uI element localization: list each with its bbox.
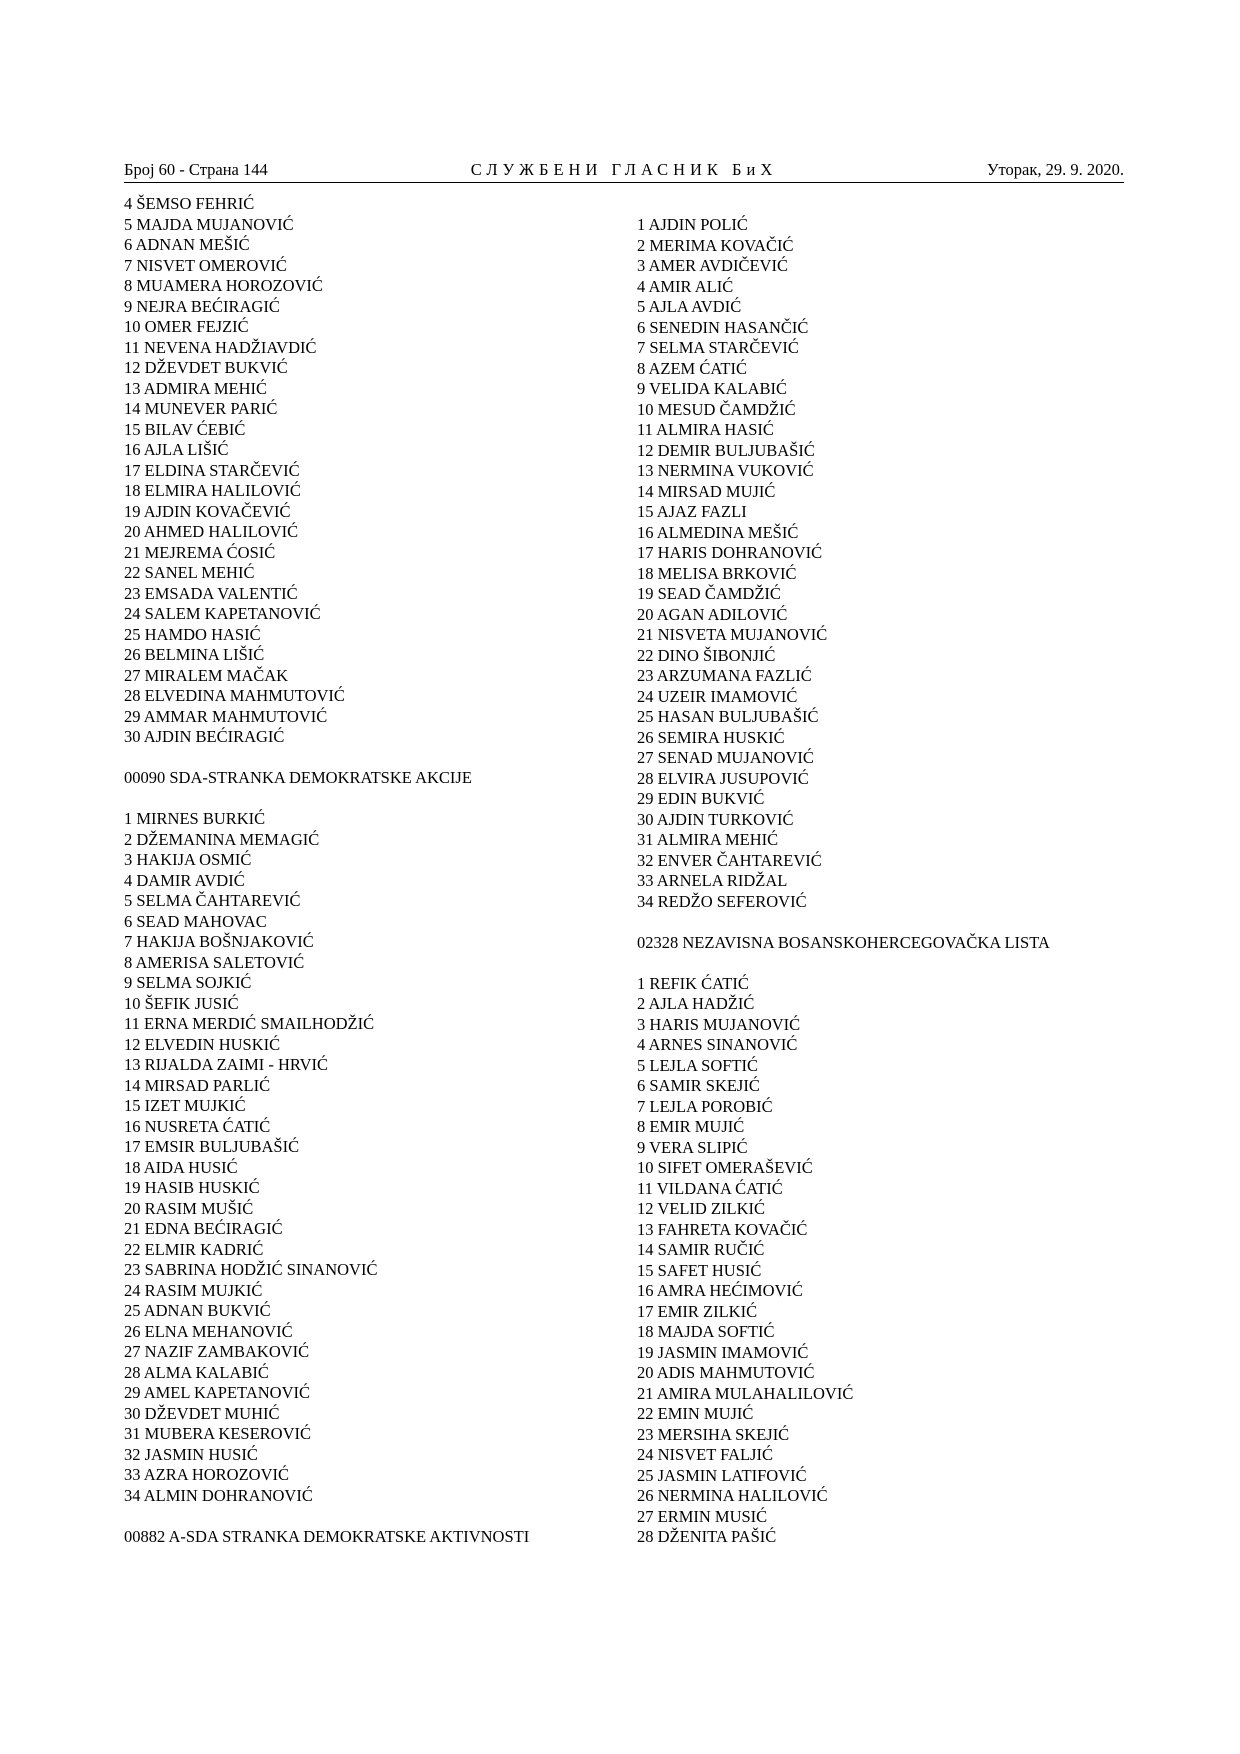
candidate-entry: 6 SAMIR SKEJIĆ xyxy=(637,1076,760,1095)
candidate-entry: 7 NISVET OMEROVIĆ xyxy=(124,255,287,275)
candidate-entry: 21 EDNA BEĆIRAGIĆ xyxy=(124,1219,283,1238)
candidate-entry: 30 AJDIN TURKOVIĆ xyxy=(637,809,794,829)
candidate-entry: 13 ADMIRA MEHIĆ xyxy=(124,378,268,398)
candidate-entry: 15 IZET MUJKIĆ xyxy=(124,1096,246,1115)
candidate-entry: 3 HARIS MUJANOVIĆ xyxy=(637,1014,801,1034)
candidate-entry: 23 ARZUMANA FAZLIĆ xyxy=(637,666,812,685)
candidate-entry: 14 MUNEVER PARIĆ xyxy=(124,399,278,418)
candidate-entry: 26 ELNA MEHANOVIĆ xyxy=(124,1321,293,1341)
candidate-entry: 29 EDIN BUKVIĆ xyxy=(637,789,765,808)
candidate-entry: 11 VILDANA ĆATIĆ xyxy=(637,1178,783,1198)
spacer xyxy=(637,953,1137,974)
party-heading-sda: 00090 SDA-STRANKA DEMOKRATSKE AKCIJE xyxy=(124,768,472,787)
candidate-entry: 32 JASMIN HUSIĆ xyxy=(124,1444,258,1464)
candidate-entry: 20 AHMED HALILOVIĆ xyxy=(124,522,299,541)
candidate-entry: 28 ELVEDINA MAHMUTOVIĆ xyxy=(124,686,345,705)
candidate-entry: 5 AJLA AVDIĆ xyxy=(637,297,742,316)
issue-page-number: Број 60 - Страна 144 xyxy=(124,160,268,179)
candidate-entry: 9 VELIDA KALABIĆ xyxy=(637,379,788,398)
candidate-list xyxy=(124,194,624,748)
candidate-entry: 4 AMIR ALIĆ xyxy=(637,276,734,296)
candidate-entry: 27 NAZIF ZAMBAKOVIĆ xyxy=(124,1342,310,1361)
candidate-entry: 28 ELVIRA JUSUPOVIĆ xyxy=(637,768,809,788)
candidate-entry: 32 ENVER ČAHTAREVIĆ xyxy=(637,850,822,870)
candidate-entry: 9 VERA SLIPIĆ xyxy=(637,1137,748,1157)
candidate-entry: 33 AZRA HOROZOVIĆ xyxy=(124,1465,290,1484)
candidate-entry: 7 HAKIJA BOŠNJAKOVIĆ xyxy=(124,932,314,951)
candidate-entry: 11 ERNA MERDIĆ SMAILHODŽIĆ xyxy=(124,1014,375,1033)
candidate-entry: 26 BELMINA LIŠIĆ xyxy=(124,645,265,664)
candidate-entry: 20 RASIM MUŠIĆ xyxy=(124,1198,254,1218)
candidate-entry: 1 MIRNES BURKIĆ xyxy=(124,809,266,828)
candidate-entry: 31 ALMIRA MEHIĆ xyxy=(637,830,779,849)
candidate-list-sda xyxy=(124,809,624,1506)
candidate-entry: 22 EMIN MUJIĆ xyxy=(637,1404,754,1423)
candidate-entry: 25 HAMDO HASIĆ xyxy=(124,624,261,644)
candidate-entry: 2 AJLA HADŽIĆ xyxy=(637,994,755,1013)
candidate-entry: 27 MIRALEM MAČAK xyxy=(124,665,289,685)
candidate-entry: 16 ALMEDINA MEŠIĆ xyxy=(637,522,799,542)
candidate-list-nbl xyxy=(637,974,1137,1548)
candidate-entry: 1 REFIK ĆATIĆ xyxy=(637,973,749,993)
candidate-entry: 16 AMRA HEĆIMOVIĆ xyxy=(637,1281,803,1300)
spacer xyxy=(124,1506,624,1527)
candidate-entry: 17 EMSIR BULJUBAŠIĆ xyxy=(124,1137,300,1156)
candidate-entry: 17 HARIS DOHRANOVIĆ xyxy=(637,543,823,562)
candidate-entry: 21 AMIRA MULAHALILOVIĆ xyxy=(637,1383,854,1403)
candidate-entry: 34 ALMIN DOHRANOVIĆ xyxy=(124,1485,313,1505)
candidate-entry: 10 SIFET OMERAŠEVIĆ xyxy=(637,1158,813,1177)
candidate-entry: 30 DŽEVDET MUHIĆ xyxy=(124,1403,280,1423)
candidate-entry: 2 DŽEMANINA MEMAGIĆ xyxy=(124,829,320,849)
candidate-entry: 26 NERMINA HALILOVIĆ xyxy=(637,1486,828,1505)
candidate-entry: 12 VELID ZILKIĆ xyxy=(637,1199,766,1218)
candidate-entry: 4 ARNES SINANOVIĆ xyxy=(637,1035,798,1054)
candidate-entry: 8 EMIR MUJIĆ xyxy=(637,1117,745,1136)
candidate-entry: 12 ELVEDIN HUSKIĆ xyxy=(124,1034,281,1054)
candidate-entry: 34 REDŽO SEFEROVIĆ xyxy=(637,891,807,911)
candidate-entry: 25 HASAN BULJUBAŠIĆ xyxy=(637,707,819,726)
candidate-entry: 15 SAFET HUSIĆ xyxy=(637,1260,762,1280)
candidate-entry: 13 NERMINA VUKOVIĆ xyxy=(637,461,814,480)
spacer xyxy=(637,912,1137,933)
candidate-entry: 22 ELMIR KADRIĆ xyxy=(124,1239,264,1259)
candidate-entry: 3 AMER AVDIČEVIĆ xyxy=(637,256,788,275)
candidate-entry: 5 SELMA ČAHTAREVIĆ xyxy=(124,891,301,910)
candidate-entry: 8 MUAMERA HOROZOVIĆ xyxy=(124,276,323,295)
candidate-entry: 7 LEJLA POROBIĆ xyxy=(637,1096,773,1116)
candidate-entry: 10 MESUD ČAMDŽIĆ xyxy=(637,399,796,419)
candidate-entry: 24 NISVET FALJIĆ xyxy=(637,1445,773,1464)
party-heading-asda: 00882 A-SDA STRANKA DEMOKRATSKE AKTIVNOSTI xyxy=(124,1526,530,1546)
candidate-entry: 8 AZEM ĆATIĆ xyxy=(637,358,748,378)
candidate-entry: 6 ADNAN MEŠIĆ xyxy=(124,235,250,254)
candidate-entry: 28 ALMA KALABIĆ xyxy=(124,1362,269,1382)
publication-title: СЛУЖБЕНИ ГЛАСНИК БиХ xyxy=(470,160,778,179)
candidate-entry: 33 ARNELA RIDŽAL xyxy=(637,871,788,890)
candidate-entry: 13 FAHRETA KOVAČIĆ xyxy=(637,1219,808,1239)
candidate-entry: 22 DINO ŠIBONJIĆ xyxy=(637,645,776,665)
candidate-entry: 4 DAMIR AVDIĆ xyxy=(124,870,245,890)
candidate-entry: 3 HAKIJA OSMIĆ xyxy=(124,850,252,869)
candidate-entry: 12 DŽEVDET BUKVIĆ xyxy=(124,358,288,377)
page-header xyxy=(124,160,1124,184)
candidate-entry: 9 NEJRA BEĆIRAGIĆ xyxy=(124,296,280,316)
right-column xyxy=(637,215,1137,1548)
candidate-entry: 27 ERMIN MUSIĆ xyxy=(637,1506,768,1526)
candidate-entry: 21 NISVETA MUJANOVIĆ xyxy=(637,625,828,644)
party-heading-nbl: 02328 NEZAVISNA BOSANSKOHERCEGOVAČKA LISTA xyxy=(637,932,1050,952)
candidate-entry: 10 OMER FEJZIĆ xyxy=(124,317,249,336)
candidate-entry: 29 AMEL KAPETANOVIĆ xyxy=(124,1383,310,1402)
candidate-entry: 21 MEJREMA ĆOSIĆ xyxy=(124,542,276,562)
candidate-entry: 18 ELMIRA HALILOVIĆ xyxy=(124,481,301,500)
candidate-entry: 24 UZEIR IMAMOVIĆ xyxy=(637,686,798,706)
candidate-entry: 16 AJLA LIŠIĆ xyxy=(124,440,229,459)
candidate-entry: 19 AJDIN KOVAČEVIĆ xyxy=(124,501,291,521)
candidate-entry: 5 MAJDA MUJANOVIĆ xyxy=(124,214,294,234)
candidate-entry: 6 SENEDIN HASANČIĆ xyxy=(637,317,809,337)
candidate-entry: 9 SELMA SOJKIĆ xyxy=(124,973,252,992)
candidate-entry: 14 MIRSAD PARLIĆ xyxy=(124,1075,271,1095)
candidate-entry: 7 SELMA STARČEVIĆ xyxy=(637,338,799,357)
candidate-entry: 31 MUBERA KESEROVIĆ xyxy=(124,1424,312,1443)
header-divider xyxy=(124,182,1124,183)
candidate-entry: 1 AJDIN POLIĆ xyxy=(637,215,748,234)
candidate-entry: 18 MAJDA SOFTIĆ xyxy=(637,1322,775,1341)
candidate-entry: 29 AMMAR MAHMUTOVIĆ xyxy=(124,706,328,726)
candidate-entry: 24 SALEM KAPETANOVIĆ xyxy=(124,604,321,623)
candidate-entry: 20 ADIS MAHMUTOVIĆ xyxy=(637,1363,815,1382)
candidate-entry: 30 AJDIN BEĆIRAGIĆ xyxy=(124,727,285,746)
candidate-entry: 13 RIJALDA ZAIMI - HRVIĆ xyxy=(124,1055,329,1074)
candidate-entry: 17 EMIR ZILKIĆ xyxy=(637,1301,758,1321)
spacer xyxy=(124,748,624,769)
candidate-entry: 2 MERIMA KOVAČIĆ xyxy=(637,235,794,255)
candidate-entry: 8 AMERISA SALETOVIĆ xyxy=(124,952,305,972)
spacer xyxy=(124,789,624,810)
candidate-entry: 16 NUSRETA ĆATIĆ xyxy=(124,1116,271,1136)
candidate-entry: 20 AGAN ADILOVIĆ xyxy=(637,604,788,624)
left-column xyxy=(124,194,624,1547)
candidate-entry: 19 SEAD ČAMDŽIĆ xyxy=(637,584,781,603)
candidate-entry: 25 JASMIN LATIFOVIĆ xyxy=(637,1465,807,1485)
issue-date: Уторак, 29. 9. 2020. xyxy=(986,160,1124,179)
candidate-entry: 28 DŽENITA PAŠIĆ xyxy=(637,1527,777,1546)
candidate-entry: 18 MELISA BRKOVIĆ xyxy=(637,563,797,583)
candidate-entry: 19 HASIB HUSKIĆ xyxy=(124,1178,260,1197)
candidate-entry: 17 ELDINA STARČEVIĆ xyxy=(124,460,300,480)
candidate-entry: 11 ALMIRA HASIĆ xyxy=(637,420,774,439)
candidate-entry: 14 MIRSAD MUJIĆ xyxy=(637,481,776,501)
candidate-entry: 23 EMSADA VALENTIĆ xyxy=(124,583,298,603)
candidate-entry: 15 BILAV ĆEBIĆ xyxy=(124,419,246,439)
candidate-entry: 19 JASMIN IMAMOVIĆ xyxy=(637,1342,809,1362)
candidate-entry: 26 SEMIRA HUSKIĆ xyxy=(637,727,785,747)
candidate-entry: 5 LEJLA SOFTIĆ xyxy=(637,1055,759,1075)
candidate-entry: 12 DEMIR BULJUBAŠIĆ xyxy=(637,440,815,460)
candidate-entry: 23 SABRINA HODŽIĆ SINANOVIĆ xyxy=(124,1260,378,1279)
candidate-entry: 15 AJAZ FAZLI xyxy=(637,502,747,521)
candidate-entry: 27 SENAD MUJANOVIĆ xyxy=(637,748,814,767)
candidate-list xyxy=(637,215,1137,912)
candidate-entry: 11 NEVENA HADŽIAVDIĆ xyxy=(124,337,317,357)
candidate-entry: 22 SANEL MEHIĆ xyxy=(124,563,255,582)
candidate-entry: 18 AIDA HUSIĆ xyxy=(124,1157,238,1177)
candidate-entry: 25 ADNAN BUKVIĆ xyxy=(124,1301,271,1320)
candidate-entry: 24 RASIM MUJKIĆ xyxy=(124,1280,263,1300)
candidate-entry: 6 SEAD MAHOVAC xyxy=(124,911,267,931)
candidate-entry: 4 ŠEMSO FEHRIĆ xyxy=(124,194,255,213)
candidate-entry: 10 ŠEFIK JUSIĆ xyxy=(124,993,239,1013)
candidate-entry: 23 MERSIHA SKEJIĆ xyxy=(637,1424,790,1444)
candidate-entry: 14 SAMIR RUČIĆ xyxy=(637,1240,765,1259)
